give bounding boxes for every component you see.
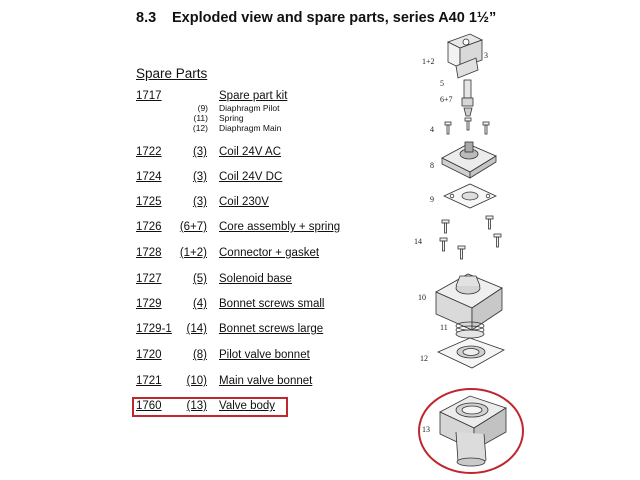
main-diaphragm-drawing [438, 338, 504, 368]
part-description: Core assembly + spring [219, 221, 341, 233]
highlight-box-valve-body [132, 397, 288, 417]
part-position: (3) [192, 146, 207, 158]
valve-body-drawing [440, 396, 506, 466]
kit-item-pos: (12) [192, 123, 208, 133]
main-valve-bonnet-drawing [436, 274, 502, 330]
callout-label: 6+7 [440, 95, 453, 104]
parts-row [136, 247, 366, 263]
callout-label: 5 [440, 79, 444, 88]
part-position: (10) [186, 375, 207, 387]
kit-item-desc: Diaphragm Main [219, 123, 282, 133]
parts-row [136, 196, 366, 212]
section-title [136, 10, 496, 26]
kit-item-pos: (9) [197, 103, 208, 113]
parts-row [136, 171, 366, 187]
exploded-view-diagram [400, 30, 540, 475]
part-code: 1727 [136, 273, 162, 285]
parts-row [136, 273, 366, 289]
callout-label: 4 [430, 125, 434, 134]
part-position: (3) [192, 171, 207, 183]
callout-label: 12 [420, 354, 428, 363]
callout-label: 1+2 [422, 57, 435, 66]
part-description: Main valve bonnet [219, 375, 313, 387]
part-position: (4) [192, 298, 207, 310]
part-description: Coil 24V DC [219, 171, 283, 183]
part-code: 1728 [136, 247, 162, 259]
part-code: 1721 [136, 375, 162, 387]
callout-label: 13 [422, 425, 430, 434]
pilot-valve-bonnet-drawing [442, 142, 496, 178]
pilot-diaphragm-drawing [444, 184, 496, 208]
part-description: Bonnet screws large [219, 323, 324, 335]
part-code: 1724 [136, 171, 162, 183]
parts-row [136, 221, 366, 237]
part-position: (8) [192, 349, 207, 361]
part-position: (14) [186, 323, 207, 335]
part-code: 1729 [136, 298, 162, 310]
section-title-text: Exploded view and spare parts, series A40 1½” [172, 10, 497, 26]
part-description: Connector + gasket [219, 247, 320, 259]
part-position: (13) [186, 400, 207, 412]
part-description: Coil 24V AC [219, 146, 282, 158]
callout-label: 3 [484, 51, 488, 60]
callout-label: 14 [414, 237, 422, 246]
bonnet-screws-large-drawing [440, 216, 501, 259]
part-description: Spare part kit [219, 90, 288, 102]
part-code: 1725 [136, 196, 162, 208]
part-code: 1760 [136, 400, 162, 412]
part-position: (1+2) [179, 247, 207, 259]
solenoid-base-core-drawing [462, 80, 473, 116]
kit-item [136, 123, 366, 134]
part-code: 1720 [136, 349, 162, 361]
part-position: (6+7) [179, 221, 207, 233]
parts-row [136, 349, 366, 365]
part-code: 1717 [136, 90, 162, 102]
spare-parts-heading: Spare Parts [136, 66, 208, 81]
connector-coil-drawing [448, 34, 482, 78]
parts-row [136, 298, 366, 314]
kit-item-pos: (11) [193, 113, 208, 123]
part-code: 1729-1 [136, 323, 172, 335]
parts-row [136, 146, 366, 162]
bonnet-screws-small-drawing [445, 118, 489, 134]
part-description: Coil 230V [219, 196, 269, 208]
part-position: (5) [192, 273, 207, 285]
part-code: 1726 [136, 221, 162, 233]
part-description: Bonnet screws small [219, 298, 325, 310]
part-description: Pilot valve bonnet [219, 349, 310, 361]
part-description: Valve body [219, 400, 276, 412]
section-number: 8.3 [136, 10, 157, 26]
callout-label: 8 [430, 161, 434, 170]
parts-row [136, 323, 366, 339]
part-code: 1722 [136, 146, 162, 158]
callout-label: 10 [418, 293, 426, 302]
part-description: Solenoid base [219, 273, 292, 285]
part-position: (3) [192, 196, 207, 208]
parts-row [136, 375, 366, 391]
callout-label: 9 [430, 195, 434, 204]
kit-item-desc: Spring [219, 113, 244, 123]
callout-label: 11 [440, 323, 448, 332]
kit-item-desc: Diaphragm Pilot [219, 103, 280, 113]
